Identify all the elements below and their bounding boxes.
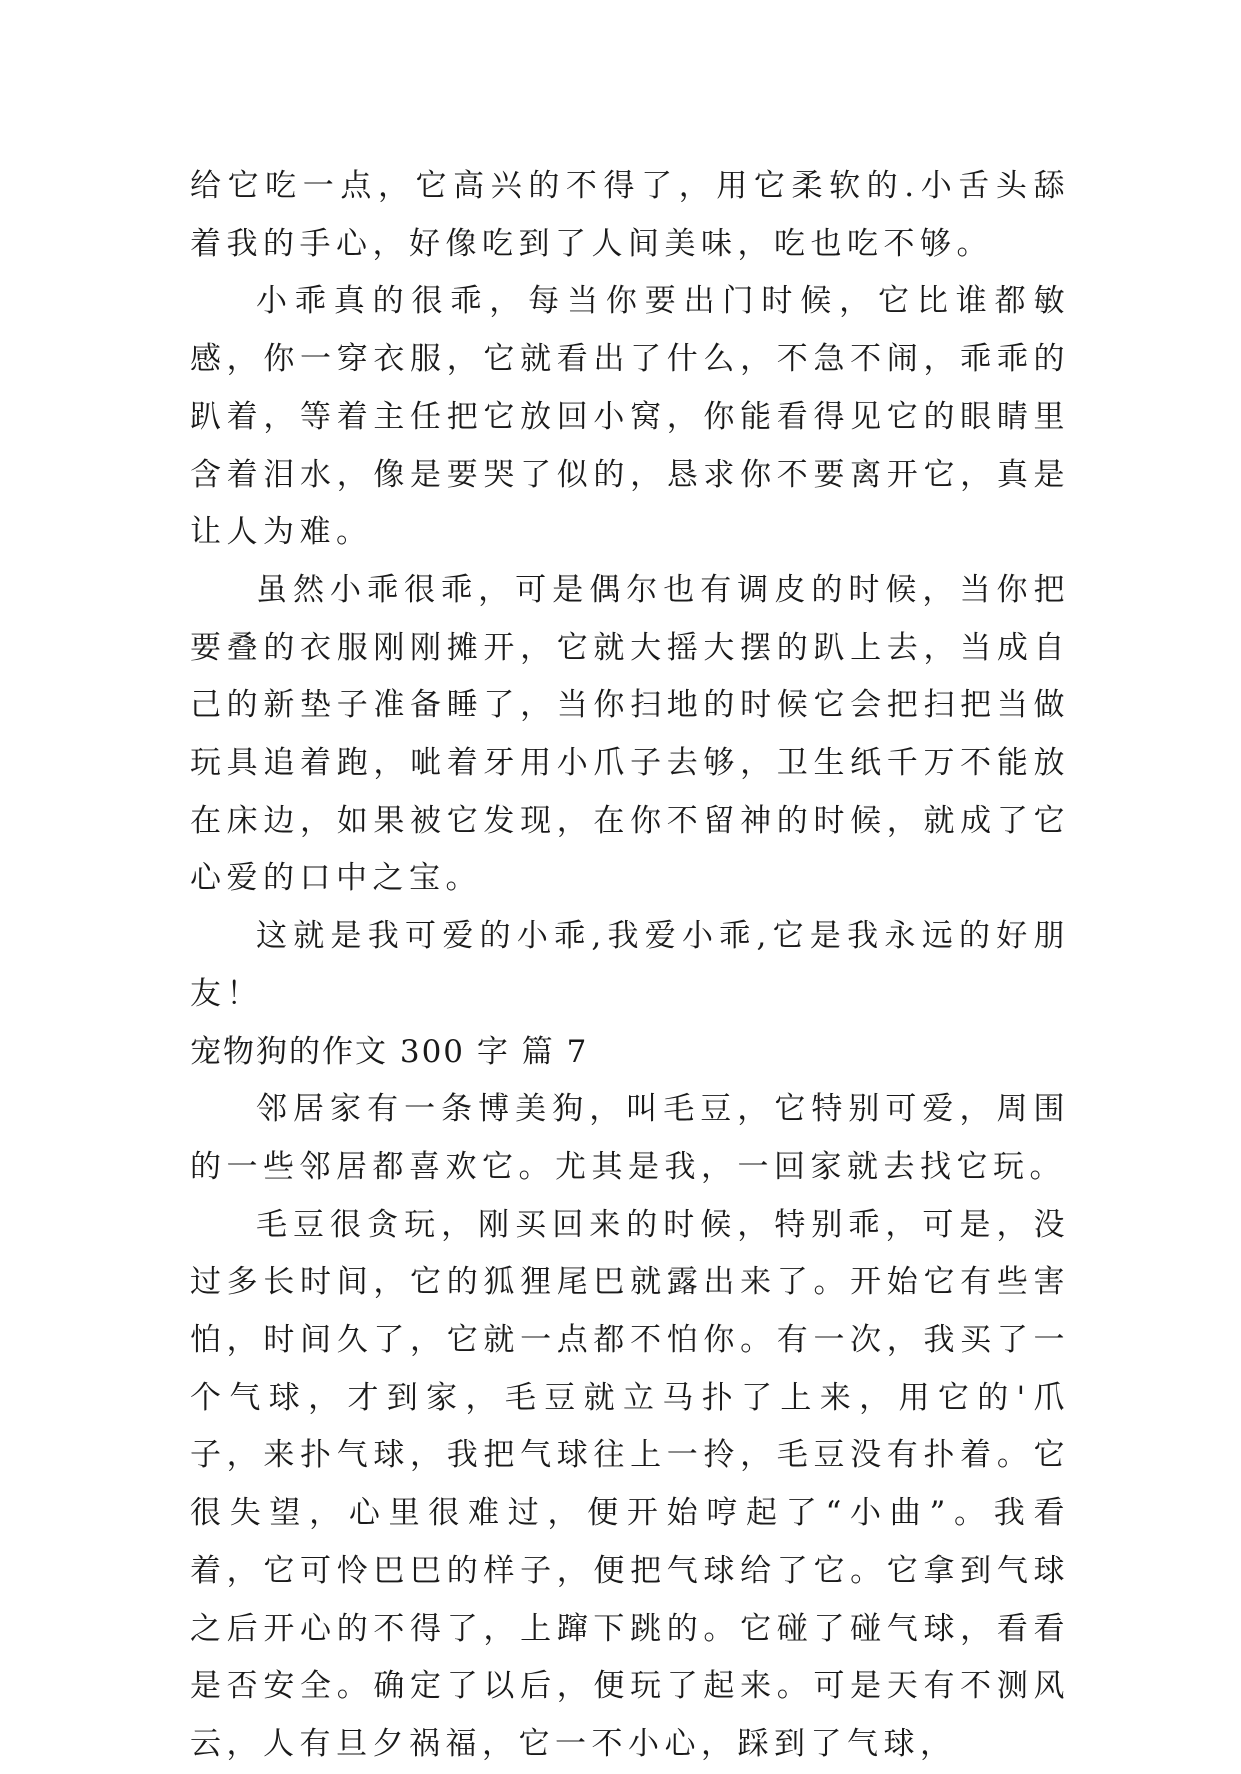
paragraph-maodou-balloon: 毛豆很贪玩，刚买回来的时候，特别乖，可是，没过多长时间，它的狐狸尾巴就露出来了。开始它有些害怕，时间久了，它就一点都不怕你。有一次，我买了一个气球，才到家，毛豆就立马扑了上来，用它的'爪子，来扑气球，我把气球往上一拎，毛豆没有扑着。它很失望，心里很难过，便开始哼起了“小曲”。我看着，它可怜巴巴的样子，便把气球给了它。它拿到气球之后开心的不得了，上蹿下跳的。它碰了碰气球，看看是否安全。确定了以后，便玩了起来。可是天有不测风云，人有旦夕祸福，它一不小心，踩到了气球， — [190, 1206, 1070, 1762]
paragraph-continuation: 给它吃一点，它高兴的不得了，用它柔软的.小舌头舔着我的手心，好像吃到了人间美味，吃也吃不够。 — [190, 168, 1070, 262]
paragraph-xiaoguai-obedient: 小乖真的很乖，每当你要出门时候，它比谁都敏感，你一穿衣服，它就看出了什么，不急不闹，乖乖的趴着，等着主任把它放回小窝，你能看得见它的眼睛里含着泪水，像是要哭了似的，恳求你不要离开它，真是让人为难。 — [190, 283, 1070, 551]
paragraph-maodou-intro: 邻居家有一条博美狗，叫毛豆，它特别可爱，周围的一些邻居都喜欢它。尤其是我，一回家就去找它玩。 — [190, 1091, 1070, 1185]
paragraph-xiaoguai-conclusion: 这就是我可爱的小乖,我爱小乖,它是我永远的好朋友！ — [190, 918, 1070, 1012]
document-body — [190, 158, 1070, 1774]
paragraph-xiaoguai-naughty: 虽然小乖很乖，可是偶尔也有调皮的时候，当你把要叠的衣服刚刚摊开，它就大摇大摆的趴上去，当成自己的新垫子准备睡了，当你扫地的时候它会把扫把当做玩具追着跑，呲着牙用小爪子去够，卫生纸千万不能放在床边，如果被它发现，在你不留神的时候，就成了它心爱的口中之宝。 — [190, 571, 1070, 897]
section-heading: 宠物狗的作文 300 字 篇 7 — [190, 1033, 589, 1070]
